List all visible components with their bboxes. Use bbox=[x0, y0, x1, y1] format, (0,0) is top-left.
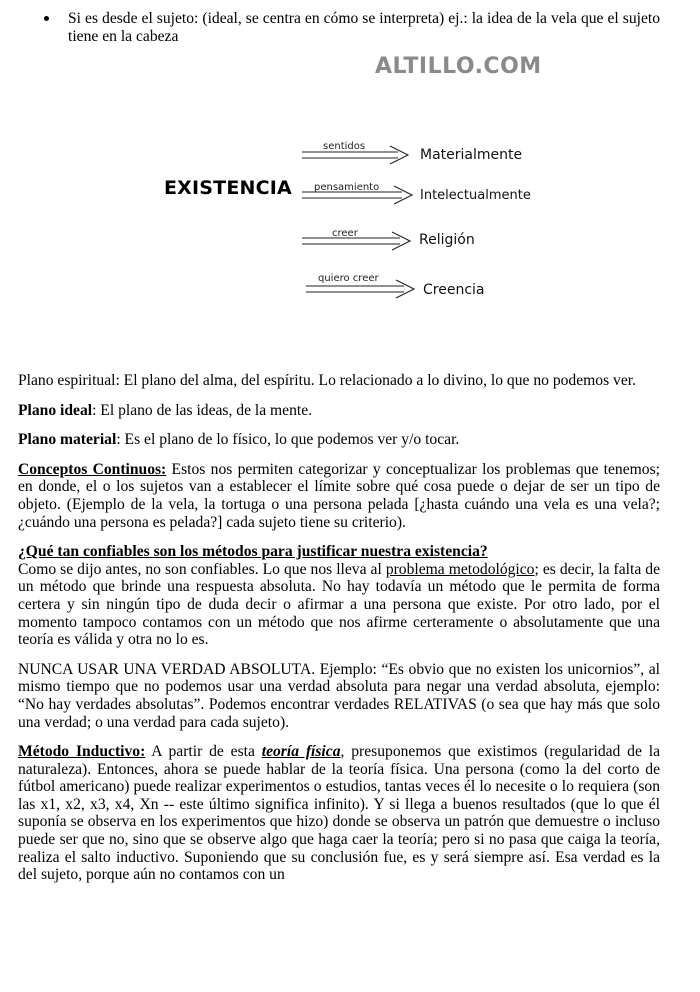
paragraph-plano-material bbox=[18, 431, 660, 449]
bullet-item bbox=[44, 10, 660, 45]
text-plano-material: : Es el plano de lo físico, lo que podemos ver y/o tocar. bbox=[116, 431, 460, 449]
term-teoria-fisica: teoría física bbox=[261, 743, 341, 761]
bullet-dot-icon bbox=[44, 16, 49, 21]
body-text bbox=[18, 372, 660, 896]
text-metodos-a: Como se dijo antes, no son confiables. Lo que nos lleva al bbox=[18, 560, 386, 578]
paragraph-metodo-inductivo bbox=[18, 743, 660, 884]
bullet-text: Si es desde el sujeto: (ideal, se centra en cómo se interpreta) ej.: la idea de la vela que el sujeto tiene en la cabeza bbox=[68, 10, 660, 45]
text-plano-ideal: : El plano de las ideas, de la mente. bbox=[92, 401, 313, 419]
arrow-label-2: pensamiento bbox=[314, 182, 380, 193]
paragraph-conceptos-continuos bbox=[18, 461, 660, 531]
existence-diagram bbox=[150, 130, 550, 310]
heading-conceptos-continuos: Conceptos Continuos: bbox=[18, 460, 167, 478]
arrow-label-1: sentidos bbox=[323, 141, 366, 152]
term-plano-material: Plano material bbox=[18, 431, 117, 449]
arrow-label-3: creer bbox=[332, 228, 358, 239]
paragraph-metodos bbox=[18, 543, 660, 649]
link-problema-metodologico: problema metodológico bbox=[385, 560, 535, 578]
heading-metodos: ¿Qué tan confiables son los métodos para justificar nuestra existencia? bbox=[18, 543, 488, 561]
text-conceptos-continuos: Estos nos permiten categorizar y conceptualizar los problemas que tenemos; en donde, el o los sujetos van a establecer el límite sobre qué cosa puede o dejar de ser un tipo de objeto. (Ejemplo de la vela, la tortuga o una persona pelada [¿hasta cuándo una vela es una vela?; ¿cuándo una persona es pelada?] cada sujeto tiene su criterio). bbox=[18, 460, 660, 531]
paragraph-plano-ideal bbox=[18, 402, 660, 420]
paragraph-plano-espiritual: Plano espiritual: El plano del alma, del espíritu. Lo relacionado a lo divino, lo que no podemos ver. bbox=[18, 372, 636, 389]
diagram-center-label: EXISTENCIA bbox=[164, 177, 292, 199]
watermark: ALTILLO.COM bbox=[375, 54, 542, 79]
arrow-result-3: Religión bbox=[419, 232, 475, 248]
text-inductivo-b: , presuponemos que existimos (regularidad de la naturaleza). Entonces, ahora se puede hablar de la teoría física. Una persona (como la del corto de fútbol americano) puede realizar experimentos o estudios, tantas veces él lo necesite o lo requiera (son las x1, x2, x3, x4, Xn -- este último significa infinito). Y si llega a buenos resultados (que lo que él suponía se observa en los experimentos que hizo) donde se observa un patrón que demuestre o incluso puede ser que no, sino que se observe algo que haga caer la teoría; pero si no pasa que caiga la teoría, realiza el salto inductivo. Suponiendo que su conclusión fue, es y será siempre así. Esa verdad es la del sujeto, porque aún no contamos con un bbox=[18, 743, 660, 884]
text-metodos-b: ; es decir, la falta de un método que brinde una respuesta absoluta. No hay todavía un método que le permita de forma certera y sin ningún tipo de duda decir o afirmar a una persona que existe. Por otro lado, por el momento tampoco contamos con un método que nos afirme certeramente o absolutamente que una teoría es válida y otra no lo es. bbox=[18, 560, 660, 649]
arrow-result-4: Creencia bbox=[423, 282, 485, 298]
arrow-result-2: Intelectualmente bbox=[420, 188, 531, 203]
term-plano-ideal: Plano ideal bbox=[18, 401, 93, 419]
arrow-result-1: Materialmente bbox=[420, 147, 523, 163]
paragraph-verdad-absoluta: NUNCA USAR UNA VERDAD ABSOLUTA. Ejemplo: “Es obvio que no existen los unicornios”, al mismo tiempo que no podemos usar una verdad absoluta para negar una verdad absoluta, ejemplo: “No hay verdades absolutas”. Podemos encontrar verdades RELATIVAS (o sea que hay más que solo una verdad; o una verdad para cada sujeto). bbox=[18, 660, 660, 731]
arrow-label-4: quiero creer bbox=[318, 273, 379, 284]
heading-metodo-inductivo: Método Inductivo: bbox=[18, 743, 146, 761]
text-inductivo-a: A partir de esta bbox=[145, 743, 262, 761]
